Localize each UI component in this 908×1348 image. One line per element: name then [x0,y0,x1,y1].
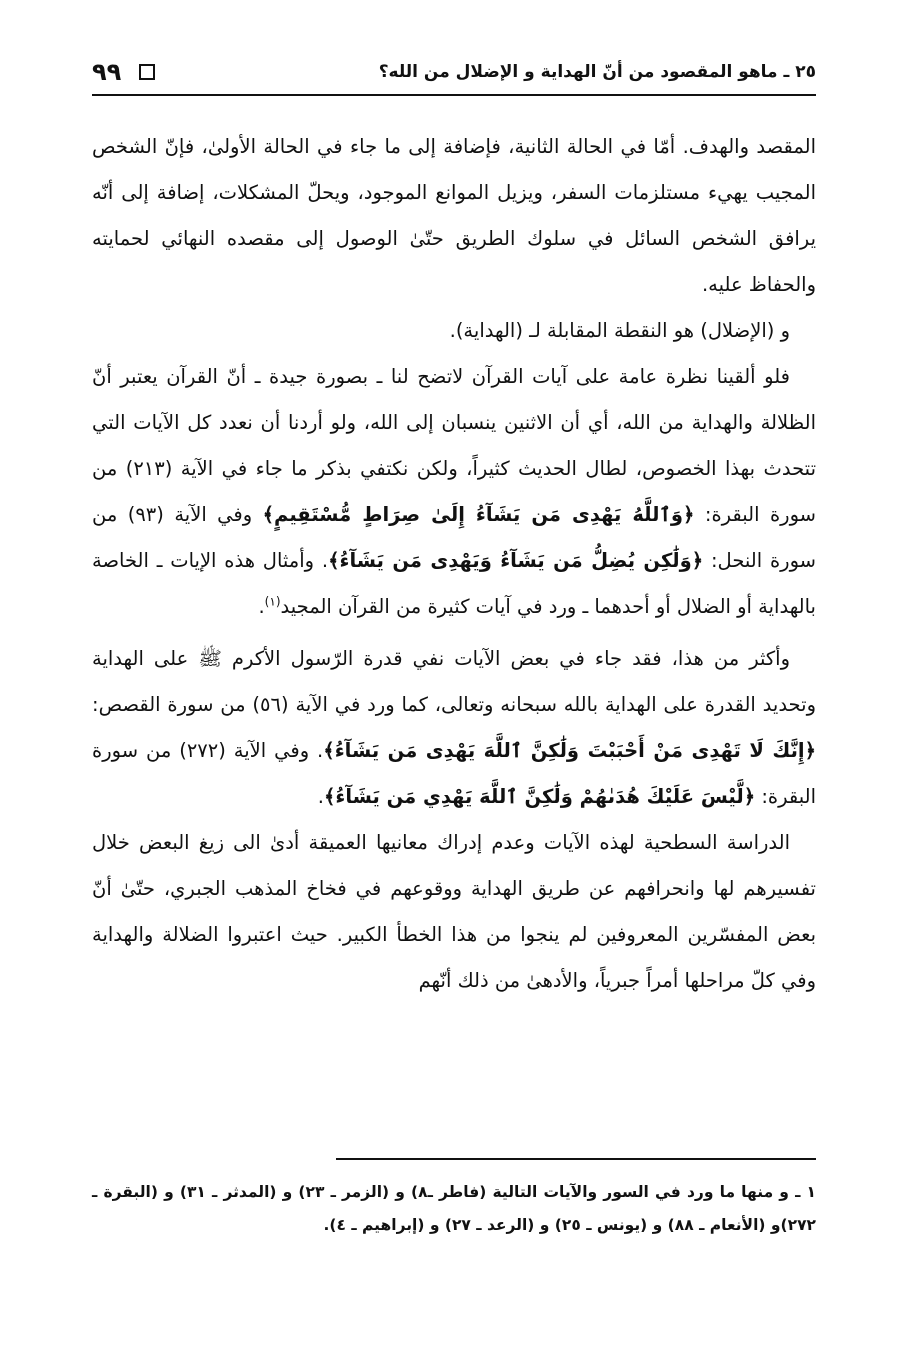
footnotes [92,1176,816,1242]
paragraph-1: المقصد والهدف. أمّا في الحالة الثانية، فإضافة إلى ما جاء في الحالة الأولىٰ، فإنّ الشخص المجيب يهيء مستلزمات السفر، ويزيل الموانع الموجود، ويحلّ المشكلات، إضافة إلى أنّه يرافق الشخص السائل في سلوك الطريق حتّىٰ الوصول إلى مقصده النهائي لحمايته والحفاظ عليه. [92,135,816,296]
paragraph-5: الدراسة السطحية لهذه الآيات وعدم إدراك معانيها العميقة أدىٰ الى زيغ البعض خلال تفسيرهم لها وانحرافهم عن طريق الهداية ووقوعهم في فخاخ المذهب الجبري، حتّىٰ أنّ بعض المفسّرين المعروفين لم ينجوا من هذا الخطأ الكبير. حيث اعتبروا الضلالة والهداية وفي كلّ مراحلها أمراً جبرياً، والأدهىٰ من ذلك أنّهم [92,831,816,992]
quran-verse-nahl-93: ﴿وَلَٰكِن يُضِلُّ مَن يَشَآءُ وَيَهْدِى مَن يَشَآءُ﴾ [328,549,704,572]
page-number: ٩٩ [92,58,122,86]
chapter-title: ٢٥ ـ ماهو المقصود من أنّ الهداية و الإضلال من الله؟ [378,62,816,82]
body-text [92,124,816,1004]
quran-verse-qasas-56: ﴿إِنَّكَ لَا تَهْدِى مَنْ أَحْبَبْتَ وَلَٰكِنَّ ٱللَّهَ يَهْدِى مَن يَشَآءُ﴾ [323,739,817,762]
paragraph-3-end: وأمثال هذه الإيات ـ الخاصة بالهداية أو الضلال أو أحدهما ـ ورد في آيات كثيرة من القرآن المجيد [92,549,816,618]
paragraph-4: وأكثر من هذا، فقد جاء في بعض الآيات نفي قدرة الرّسول الأكرم ﷺ على الهداية وتحديد القدرة على الهداية بالله سبحانه وتعالى، كما ورد في الآية (٥٦) من سورة القصص: ﴿إِنَّكَ لَا تَهْدِى مَنْ أَحْبَبْتَ وَلَٰكِنَّ ٱللَّهَ يَهْدِى مَن يَشَآءُ﴾. وفي الآية (٢٧٢) من سورة البقرة: ﴿لَّيْسَ عَلَيْكَ هُدَىٰهُمْ وَلَٰكِنَّ ٱللَّهَ يَهْدِي مَن يَشَآءُ﴾. [92,647,817,808]
header-rule [92,94,816,96]
footnote-rule [336,1158,816,1160]
footnote-marker: (١) [264,594,281,609]
paragraph-3-continued: وفي الآية (٩٣) من سورة النحل: [92,503,816,572]
paragraph-4-continued: وفي الآية (٢٧٢) من سورة البقرة: [92,739,816,808]
quran-verse-baqarah-272: ﴿لَّيْسَ عَلَيْكَ هُدَىٰهُمْ وَلَٰكِنَّ ٱللَّهَ يَهْدِي مَن يَشَآءُ﴾ [323,785,756,808]
footnote-1: ١ ـ و منها ما ورد في السور والآيات التالية (فاطر ـ٨) و (الزمر ـ ٢٣) و (المدثر ـ ٣١) و (البقرة ـ ٢٧٢)و (الأنعام ـ ٨٨) و (يونس ـ ٢٥) و (الرعد ـ ٢٧) و (إبراهيم ـ ٤). [92,1183,816,1234]
square-separator-icon [139,64,155,80]
running-header [92,52,816,92]
quran-verse-baqarah-213: ﴿وَٱللَّهُ يَهْدِى مَن يَشَآءُ إِلَىٰ صِرَاطٍ مُّسْتَقِيمٍ﴾ [262,503,695,526]
paragraph-3: فلو ألقينا نظرة عامة على آيات القرآن لاتضح لنا ـ بصورة جيدة ـ أنّ القرآن يعتبر أنّ الظلالة والهداية من الله، أي أن الاثنين ينسبان إلى الله، ولو أردنا أن نعدد كل الآيات التي تتحدث بهذا الخصوص، لطال الحديث كثيراً، ولكن نكتفي بذكر ما جاء في الآية (٢١٣) من سورة البقرة: ﴿وَٱللَّهُ يَهْدِى مَن يَشَآءُ إِلَىٰ صِرَاطٍ مُّسْتَقِيمٍ﴾ وفي الآية (٩٣) من سورة النحل: ﴿وَلَٰكِن يُضِلُّ مَن يَشَآءُ وَيَهْدِى مَن يَشَآءُ﴾. وأمثال هذه الإيات ـ الخاصة بالهداية أو الضلال أو أحدهما ـ ورد في آيات كثيرة من القرآن المجيد$^{(١)}$. [92,365,817,618]
paragraph-2: و (الإضلال) هو النقطة المقابلة لـ (الهداية). [449,319,790,342]
paragraph-3-text: فلو ألقينا نظرة عامة على آيات القرآن لاتضح لنا ـ بصورة جيدة ـ أنّ القرآن يعتبر أنّ الظلالة والهداية من الله، أي أن الاثنين ينسبان إلى الله، ولو أردنا أن نعدد كل الآيات التي تتحدث بهذا الخصوص، لطال الحديث كثيراً، ولكن نكتفي بذكر ما جاء في الآية (٢١٣) من سورة البقرة: [92,365,817,526]
paragraph-4-text: وأكثر من هذا، فقد جاء في بعض الآيات نفي قدرة الرّسول الأكرم ﷺ على الهداية وتحديد القدرة على الهداية بالله سبحانه وتعالى، كما ورد في الآية (٥٦) من سورة القصص: [92,647,816,716]
